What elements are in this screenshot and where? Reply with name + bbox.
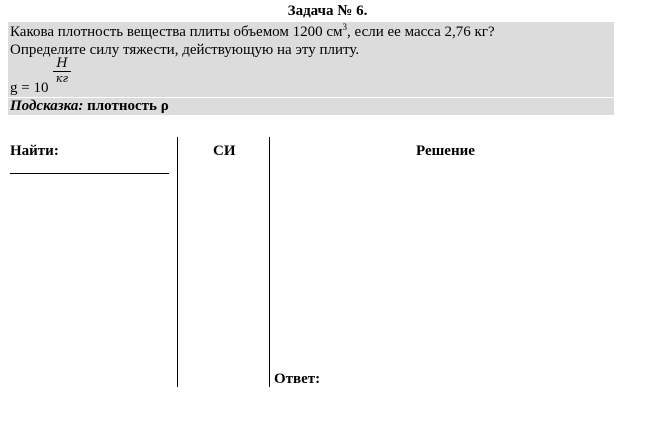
hint-text: плотность ρ: [83, 98, 169, 114]
volume-exponent: 3: [342, 22, 348, 32]
g-unit-denominator: кг: [55, 72, 69, 85]
problem-line-1-text: Какова плотность вещества плиты объемом 1200 см: [10, 24, 343, 40]
problem-line-1: [10, 23, 495, 41]
find-answer-line: [10, 173, 169, 174]
column-divider-left: [177, 137, 178, 387]
problem-line-1-tail: , если ее масса 2,76 кг?: [347, 24, 495, 40]
hint-bar: [8, 98, 614, 115]
gravity-constant: g = 10: [10, 80, 49, 96]
hint-label: Подсказка:: [10, 98, 84, 114]
solution-heading: Решение: [416, 143, 475, 159]
column-divider-right: [269, 137, 270, 387]
problem-statement: [8, 22, 614, 97]
si-heading: СИ: [213, 143, 236, 159]
find-heading: Найти:: [10, 143, 59, 159]
problem-line-2: Определите силу тяжести, действующую на эту плиту.: [10, 42, 360, 58]
g-unit-fraction: [53, 57, 71, 85]
g-unit-numerator: Н: [53, 57, 71, 72]
task-title: Задача № 6.: [287, 3, 368, 19]
answer-label: Ответ:: [274, 371, 321, 387]
